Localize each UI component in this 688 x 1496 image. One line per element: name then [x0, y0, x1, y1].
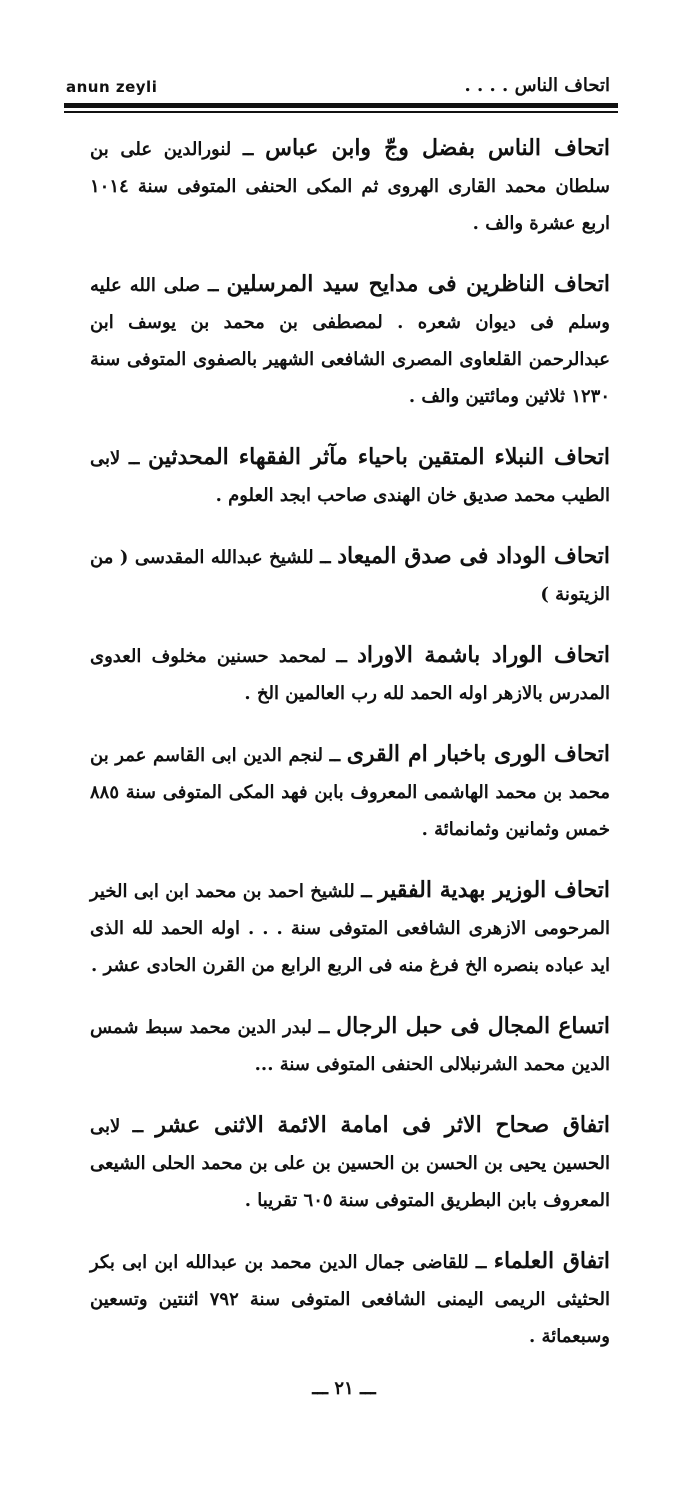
entry-title: اتحاف الوداد فى صدق الميعاد — [337, 543, 611, 569]
entry-title: اتفاق صحاح الاثر فى امامة الائمة الاثنى عشر — [155, 1112, 610, 1138]
entry-title: اتحاف الناس بفضل وجّ وابن عباس — [265, 135, 610, 161]
entry — [90, 266, 610, 415]
entry-body: ــ لمحمد حسنين مخلوف العدوى المدرس بالازهر اوله الحمد لله رب العالمين الخ . — [90, 646, 610, 704]
header-rule-thick — [64, 103, 618, 108]
running-head-left: anun zeyli — [66, 78, 158, 96]
header-rule-thin — [64, 111, 618, 113]
entry — [90, 1008, 610, 1083]
running-head — [66, 70, 610, 96]
entry-title: اتحاف الوراد باشمة الاوراد — [357, 642, 610, 668]
entry-body: ــ لابى الطيب محمد صديق خان الهندى صاحب ابجد العلوم . — [90, 448, 610, 506]
entry-body: ــ صلى الله عليه وسلم فى ديوان شعره . لمصطفى بن محمد بن يوسف ابن عبدالرحمن القلعاوى المصرى الشافعى الشهير بالصفوى المتوفى سنة ١٢٣٠ ثلاثين ومائتين والف . — [90, 275, 610, 407]
entry — [90, 538, 610, 613]
entry — [90, 872, 610, 984]
entry-body: ــ للشيخ عبدالله المقدسى ( من الزيتونة ) — [90, 547, 610, 605]
entry — [90, 637, 610, 712]
entry-body: ــ لبدر الدين محمد سبط شمس الدين محمد الشرنبلالى الحنفى المتوفى سنة ... — [90, 1017, 610, 1075]
entry — [90, 1243, 610, 1355]
running-head-right: اتحاف الناس . . . . — [464, 75, 610, 96]
entry-body: ــ للقاضى جمال الدين محمد بن عبدالله ابن ابى بكر الحثيثى الريمى اليمنى الشافعى المتوفى سنة ٧٩٢ اثنتين وتسعين وسبعمائة . — [90, 1252, 610, 1347]
page-number: ـــ ٢١ ـــ — [312, 1378, 376, 1399]
entry-body: ــ لابى الحسين يحيى بن الحسن بن الحسين بن على بن محمد الحلى الشيعى المعروف بابن البطريق المتوفى سنة ٦٠٥ تقريبا . — [90, 1116, 610, 1211]
entry-body: ــ لنجم الدين ابى القاسم عمر بن محمد بن محمد الهاشمى المعروف بابن فهد المكى المتوفى سنة ٨٨٥ خمس وثمانين وثمانمائة . — [90, 745, 610, 840]
entry — [90, 439, 610, 514]
entry-title: اتحاف الوزير بهدية الفقير — [378, 877, 610, 903]
entry — [90, 736, 610, 848]
entry-title: اتحاف الناظرين فى مدايح سيد المرسلين — [226, 271, 610, 297]
entry-title: اتساع المجال فى حبل الرجال — [336, 1013, 611, 1039]
entry-body: ــ لنورالدين على بن سلطان محمد القارى الهروى ثم المكى الحنفى المتوفى سنة ١٠١٤ اربع عشرة والف . — [90, 139, 610, 234]
entry-body: ــ للشيخ احمد بن محمد ابن ابى الخير المرحومى الازهرى الشافعى المتوفى سنة . . . اوله الحمد لله الذى ايد عباده بنصره الخ فرغ منه فى الربع الرابع من القرن الحادى عشر . — [90, 881, 610, 976]
entry — [90, 130, 610, 242]
entries-list — [90, 130, 610, 1379]
entry — [90, 1107, 610, 1219]
entry-title: اتفاق العلماء — [493, 1248, 610, 1274]
entry-title: اتحاف النبلاء المتقين باحياء مآثر الفقهاء المحدثين — [148, 444, 610, 470]
entry-title: اتحاف الورى باخبار ام القرى — [346, 741, 610, 767]
